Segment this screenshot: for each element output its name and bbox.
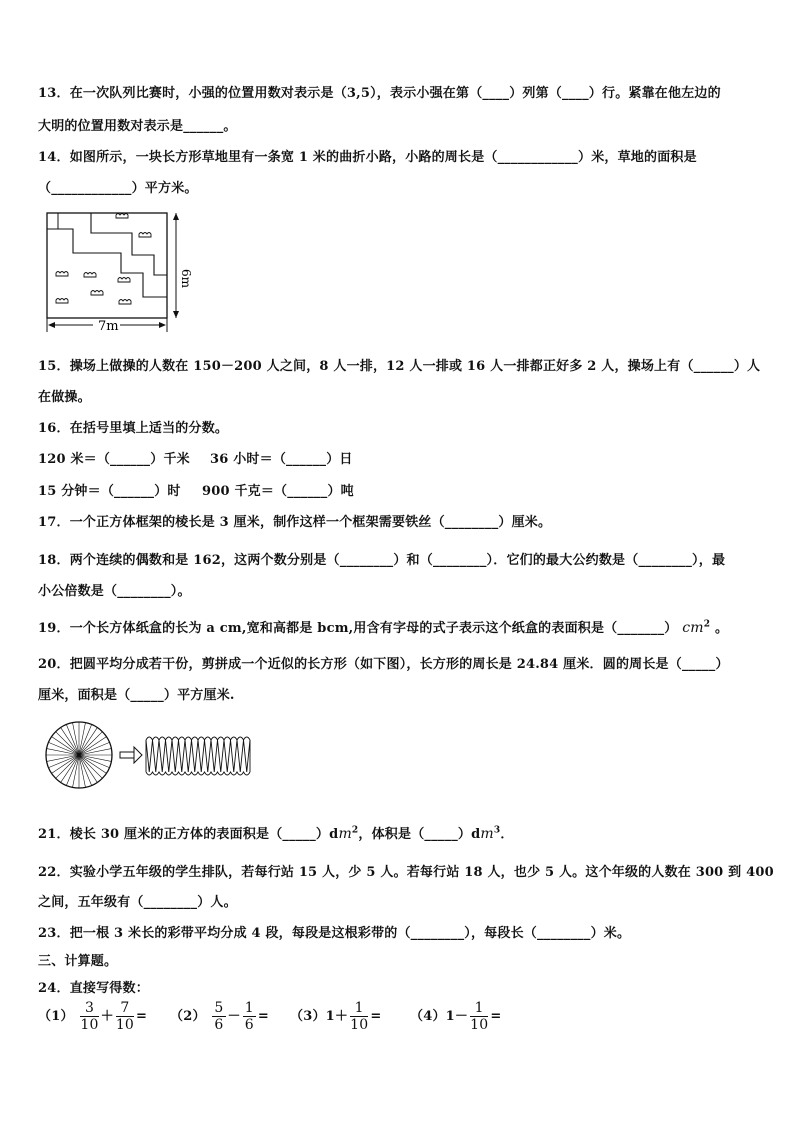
q13-line1: 13．在一次队列比赛时，小强的位置用数对表示是（3,5），表示小强在第（____）列第（____）行。紧靠在他左边的	[38, 86, 721, 101]
circle-sector-line	[56, 732, 79, 755]
operator: －	[227, 1009, 241, 1024]
q24-item-3	[290, 1000, 381, 1033]
q21-part1: 21．棱长 30 厘米的正方体的表面积是（_____）d	[38, 827, 339, 842]
q16-item-c: 15 分钟＝（______）时	[38, 484, 181, 499]
q19-unit-exp: 2	[703, 619, 711, 630]
fraction: $\frac{3}{10}$	[80, 1000, 99, 1033]
q24-item-1	[38, 1000, 147, 1033]
q16-title: 16．在括号里填上适当的分数。	[38, 421, 229, 436]
equals-sign: =	[257, 1009, 269, 1024]
lawn-path-figure	[38, 205, 198, 335]
q21-exp1: 2	[351, 825, 359, 836]
q18-line2: 小公倍数是（________）。	[38, 584, 191, 599]
fraction: $\frac{1}{10}$	[470, 1000, 489, 1033]
q15-line1: 15．操场上做操的人数在 150－200 人之间，8 人一排，12 人一排或 16 人一排都正好多 2 人，操场上有（______）人	[38, 359, 761, 374]
q15-line2: 在做操。	[38, 390, 91, 405]
q24-item-label: （2）	[170, 1009, 206, 1024]
fraction: $\frac{5}{6}$	[214, 1000, 224, 1033]
circle-sector-line	[56, 755, 79, 778]
equals-sign: =	[490, 1009, 502, 1024]
equals-sign: =	[370, 1009, 382, 1024]
width-label: 7m	[98, 319, 119, 334]
q19-unit: cm	[682, 620, 704, 636]
rectangle-edge	[146, 740, 250, 772]
q17-text: 17．一个正方体框架的棱长是 3 厘米，制作这样一个框架需要铁丝（________）厘米。	[38, 515, 552, 530]
q22-line2: 之间，五年级有（________）人。	[38, 895, 237, 910]
whole-number: 1	[445, 1009, 455, 1024]
q21-exp2: 3	[493, 825, 501, 836]
circle-to-rectangle-figure	[38, 716, 258, 796]
fraction: $\frac{7}{10}$	[115, 1000, 135, 1033]
q20-line2: 厘米，面积是（_____）平方厘米.	[38, 688, 235, 703]
q14-line2: （____________）平方米。	[38, 181, 198, 196]
rectangle-edge	[146, 772, 250, 775]
q21-part2: ，体积是（_____）d	[358, 827, 481, 842]
q20-line1: 20．把圆平均分成若干份，剪拼成一个近似的长方形（如下图），长方形的周长是 24.84 厘米．圆的周长是（_____）	[38, 657, 729, 672]
section-heading: 三、计算题。	[38, 954, 118, 969]
q24-item-2	[170, 1000, 269, 1033]
q19-end: 。	[714, 621, 729, 636]
q22-line1: 22．实验小学五年级的学生排队，若每行站 15 人，少 5 人。若每行站 18 人，也少 5 人。这个年级的人数在 300 到 400	[38, 865, 774, 880]
q24-title: 24．直接写得数：	[38, 981, 149, 996]
q18-line1: 18．两个连续的偶数和是 162，这两个数分别是（________）和（________）．它们的最大公约数是（________），最	[38, 553, 726, 568]
circle-sector-line	[79, 755, 102, 778]
whole-number: 1	[325, 1009, 335, 1024]
q24-item-label: （3）	[290, 1009, 326, 1024]
fraction: $\frac{1}{6}$	[244, 1000, 254, 1033]
q24-item-label: （1）	[38, 1009, 74, 1024]
operator: －	[454, 1009, 469, 1024]
rectangle-edge	[146, 737, 250, 740]
q16-item-b: 36 小时＝（______）日	[210, 452, 353, 467]
q16-item-a: 120 米＝（______）千米	[38, 452, 190, 467]
q19-text: 19．一个长方体纸盒的长为 a cm,宽和高都是 bcm,用含有字母的式子表示这个纸盒的表面积是（_______）	[38, 621, 678, 636]
circle-sector-line	[79, 732, 102, 755]
q23-text: 23．把一根 3 米长的彩带平均分成 4 段，每段是这根彩带的（________），每段长（________）米。	[38, 926, 631, 941]
q21-end: ．	[500, 827, 514, 842]
q19-line	[38, 617, 728, 636]
q24-item-4	[410, 1000, 501, 1033]
operator: ＋	[334, 1009, 349, 1024]
q24-item-label: （4）	[410, 1009, 446, 1024]
fraction: $\frac{1}{10}$	[350, 1000, 369, 1033]
q21-unit1: m	[338, 826, 352, 842]
q14-line1: 14．如图所示，一块长方形草地里有一条宽 1 米的曲折小路，小路的周长是（____________）米，草地的面积是	[38, 150, 697, 165]
equals-sign: =	[136, 1009, 148, 1024]
operator: ＋	[100, 1009, 114, 1024]
right-arrow-icon	[120, 747, 142, 763]
q21-line	[38, 823, 514, 842]
q13-line2: 大明的位置用数对表示是______。	[38, 119, 237, 134]
height-label: 6m	[179, 269, 193, 289]
approximate-rectangle	[146, 737, 250, 775]
q16-item-d: 900 千克＝（______）吨	[202, 484, 354, 499]
q21-unit2: m	[480, 826, 494, 842]
